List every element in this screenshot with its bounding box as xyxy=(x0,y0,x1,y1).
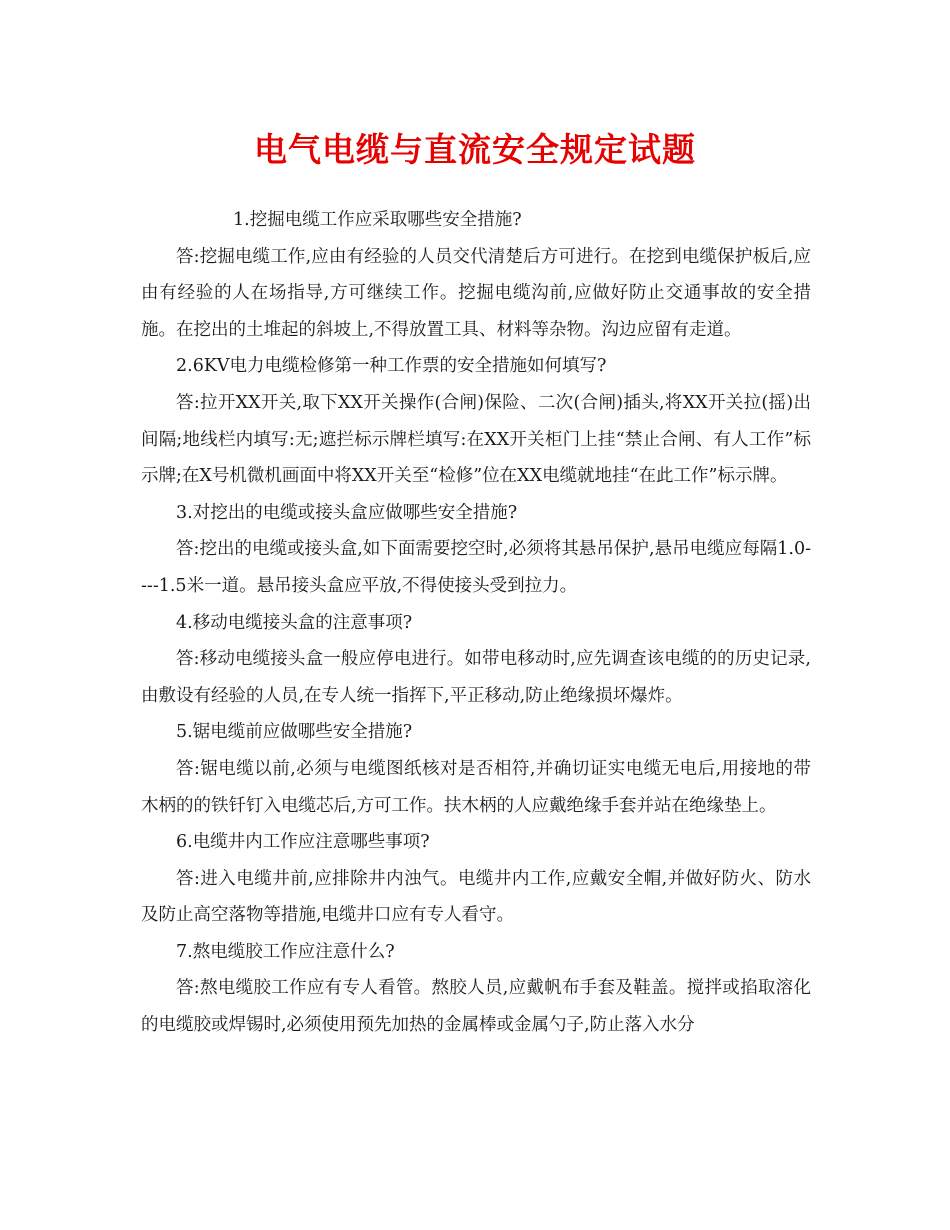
question-2: 2.6KV电力电缆检修第一种工作票的安全措施如何填写? xyxy=(176,356,607,377)
answer-7: 答:熬电缆胶工作应有专人看管。熬胶人员,应戴帆布手套及鞋盖。搅拌或掐取溶化的电缆胶或焊锡时,必须使用预先加热的金属棒或金属勺子,防止落入水分 xyxy=(141,978,811,1036)
question-1: 1.挖掘电缆工作应采取哪些安全措施? xyxy=(233,210,522,230)
answer-4: 答:移动电缆接头盒一般应停电进行。如带电移动时,应先调查该电缆的的历史记录,由敷设有经验的人员,在专人统一指挥下,平正移动,防止绝缘损坏爆炸。 xyxy=(141,649,811,706)
answer-2: 答:拉开XX开关,取下XX开关操作(合闸)保险、二次(合闸)插头,将XX开关拉(摇)出间隔;地线栏内填写:无;遮拦标示牌栏填写:在XX开关柜门上挂“禁止合闸、有人工作”标示牌;在X号机微机画面中将XX开关至“检修”位在XX电缆就地挂“在此工作”标示牌。 xyxy=(141,392,811,487)
answer-1: 答:挖掘电缆工作,应由有经验的人员交代清楚后方可进行。在挖到电缆保护板后,应由有经验的人在场指导,方可继续工作。挖掘电缆沟前,应做好防止交通事故的安全措施。在挖出的土堆起的斜坡上,不得放置工具、材料等杂物。沟边应留有走道。 xyxy=(141,246,811,340)
answer-5: 答:锯电缆以前,必须与电缆图纸核对是否相符,并确切证实电缆无电后,用接地的带木柄的的铁钎钉入电缆芯后,方可工作。扶木柄的人应戴绝缘手套并站在绝缘垫上。 xyxy=(141,758,811,816)
question-4: 4.移动电缆接头盒的注意事项? xyxy=(176,612,413,633)
document-title: 电气电缆与直流安全规定试题 xyxy=(254,130,696,169)
question-7: 7.熬电缆胶工作应注意什么? xyxy=(176,941,395,962)
answer-3: 答:挖出的电缆或接头盒,如下面需要挖空时,必须将其悬吊保护,悬吊电缆应每隔1.0----1.5米一道。悬吊接头盒应平放,不得使接头受到拉力。 xyxy=(141,539,811,596)
document-body xyxy=(141,202,811,1044)
answer-6: 答:进入电缆井前,应排除井内浊气。电缆井内工作,应戴安全帽,并做好防火、防水及防止高空落物等措施,电缆井口应有专人看守。 xyxy=(141,868,811,926)
question-6: 6.电缆井内工作应注意哪些事项? xyxy=(176,832,430,853)
question-3: 3.对挖出的电缆或接头盒应做哪些安全措施? xyxy=(176,502,518,523)
question-5: 5.锯电缆前应做哪些安全措施? xyxy=(176,722,413,743)
